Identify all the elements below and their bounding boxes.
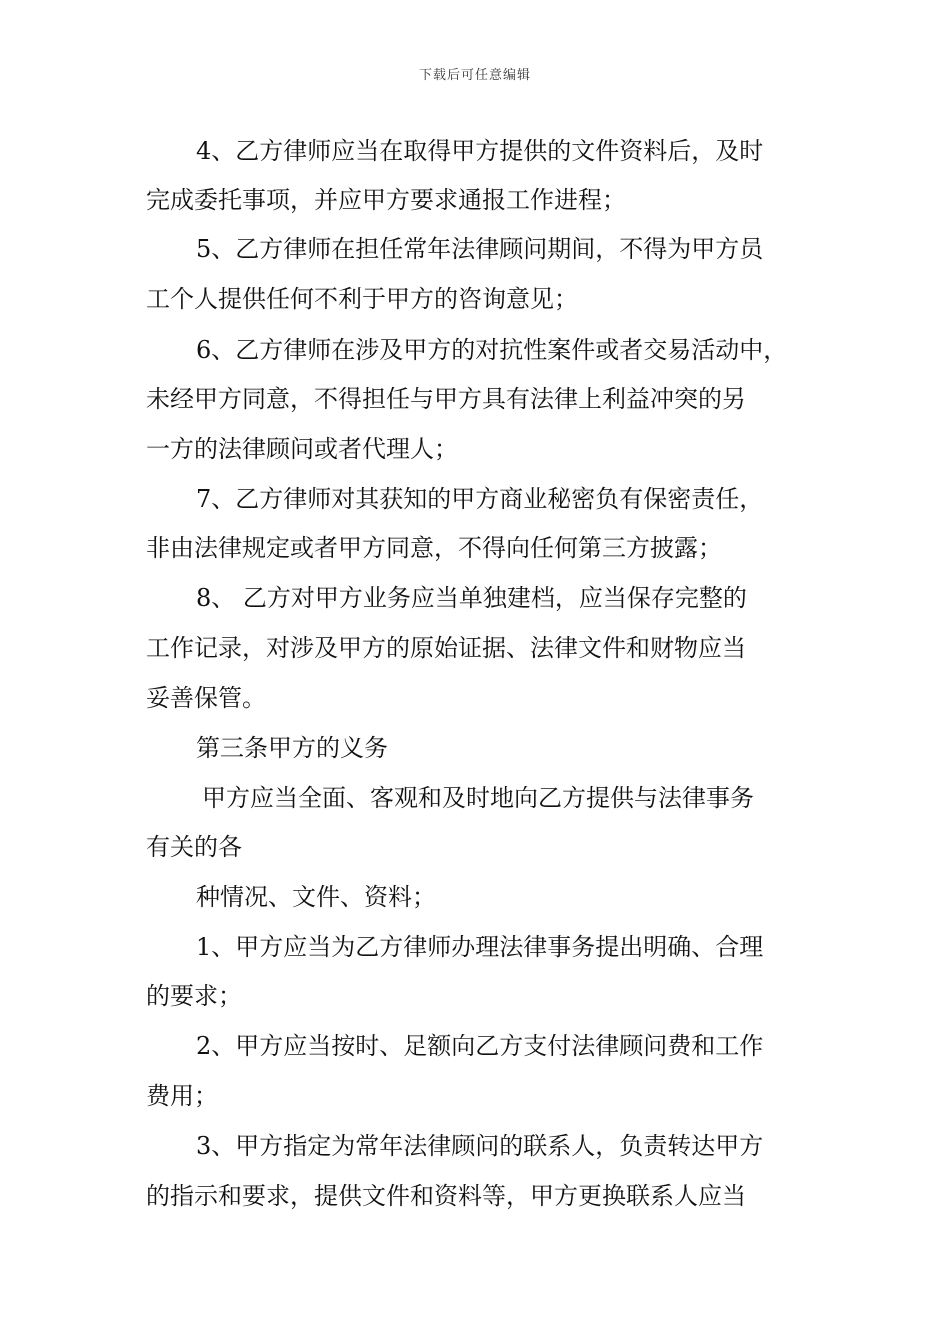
paragraph-line: 的指示和要求，提供文件和资料等，甲方更换联系人应当: [146, 1182, 746, 1210]
paragraph-line: 种情况、文件、资料；: [196, 883, 436, 911]
paragraph-line: 4、乙方律师应当在取得甲方提供的文件资料后，及时: [196, 137, 764, 165]
paragraph-line: 工个人提供任何不利于甲方的咨询意见；: [146, 285, 578, 313]
section-heading: 第三条甲方的义务: [196, 734, 388, 762]
paragraph-line: 有关的各: [146, 833, 242, 861]
paragraph-line: 的要求；: [146, 982, 242, 1010]
paragraph-line: 1、甲方应当为乙方律师办理法律事务提出明确、合理: [196, 933, 764, 961]
paragraph-line: 8、 乙方对甲方业务应当单独建档，应当保存完整的: [196, 584, 747, 612]
paragraph-line: 完成委托事项，并应甲方要求通报工作进程；: [146, 186, 626, 214]
paragraph-line: 非由法律规定或者甲方同意，不得向任何第三方披露；: [146, 534, 722, 562]
paragraph-line: 2、甲方应当按时、足额向乙方支付法律顾问费和工作: [196, 1032, 764, 1060]
paragraph-line: 费用；: [146, 1082, 218, 1110]
paragraph-line: 一方的法律顾问或者代理人；: [146, 435, 458, 463]
paragraph-line: 妥善保管。: [146, 684, 266, 712]
paragraph-line: 未经甲方同意，不得担任与甲方具有法律上利益冲突的另: [146, 385, 746, 413]
page-header: 下载后可任意编辑: [418, 68, 531, 83]
paragraph-line: 5、乙方律师在担任常年法律顾问期间，不得为甲方员: [196, 235, 764, 263]
paragraph-line: 工作记录，对涉及甲方的原始证据、法律文件和财物应当: [146, 634, 746, 662]
paragraph-line: 3、甲方指定为常年法律顾问的联系人，负责转达甲方: [196, 1132, 764, 1160]
paragraph-line: 6、乙方律师在涉及甲方的对抗性案件或者交易活动中，: [196, 336, 788, 364]
paragraph-line: 7、乙方律师对其获知的甲方商业秘密负有保密责任，: [196, 485, 764, 513]
paragraph-line: 甲方应当全面、客观和及时地向乙方提供与法律事务: [202, 784, 754, 812]
